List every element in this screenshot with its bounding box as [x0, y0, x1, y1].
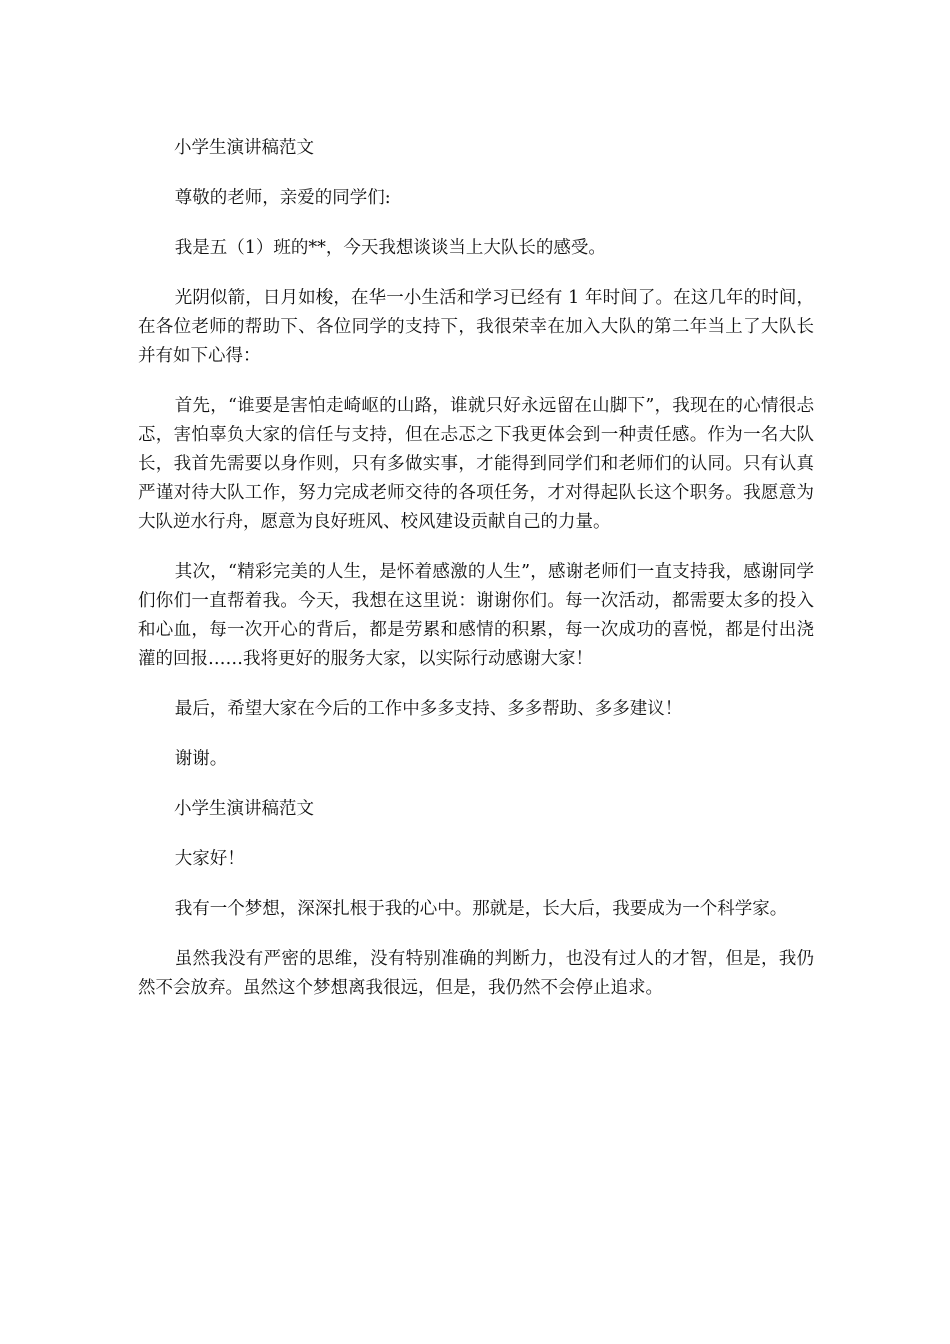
salutation: 大家好！: [174, 849, 245, 869]
document-body: [138, 134, 814, 1024]
section-title: 小学生演讲稿范文: [174, 799, 314, 819]
salutation: 尊敬的老师，亲爱的同学们:: [174, 188, 391, 208]
paragraph: 虽然我没有严密的思维，没有特别准确的判断力，也没有过人的才智，但是，我仍然不会放弃。虽然这个梦想离我很远，但是，我仍然不会停止追求。: [138, 949, 814, 998]
paragraph: 首先，“谁要是害怕走崎岖的山路，谁就只好永远留在山脚下”，我现在的心情很忐忑，害怕辜负大家的信任与支持，但在忐忑之下我更体会到一种责任感。作为一名大队长，我首先需要以身作则，只有多做实事，才能得到同学们和老师们的认同。只有认真严谨对待大队工作，努力完成老师交待的各项任务，才对得起队长这个职务。我愿意为大队逆水行舟，愿意为良好班风、校风建设贡献自己的力量。: [138, 396, 814, 532]
closing: 谢谢。: [174, 749, 228, 769]
paragraph: 我有一个梦想，深深扎根于我的心中。那就是，长大后，我要成为一个科学家。: [174, 899, 788, 919]
paragraph: 最后，希望大家在今后的工作中多多支持、多多帮助、多多建议！: [174, 699, 683, 719]
section-title: 小学生演讲稿范文: [174, 138, 314, 158]
paragraph: 光阴似箭，日月如梭，在华一小生活和学习已经有 1 年时间了。在这几年的时间，在各位老师的帮助下、各位同学的支持下，我很荣幸在加入大队的第二年当上了大队长并有如下心得：: [138, 288, 814, 366]
paragraph: 其次，“精彩完美的人生，是怀着感激的人生”，感谢老师们一直支持我，感谢同学们你们一直帮着我。今天，我想在这里说：谢谢你们。每一次活动，都需要太多的投入和心血，每一次开心的背后，都是劳累和感情的积累，每一次成功的喜悦，都是付出浇灌的回报……我将更好的服务大家，以实际行动感谢大家！: [138, 562, 814, 669]
paragraph: 我是五（1）班的**，今天我想谈谈当上大队长的感受。: [174, 238, 606, 258]
